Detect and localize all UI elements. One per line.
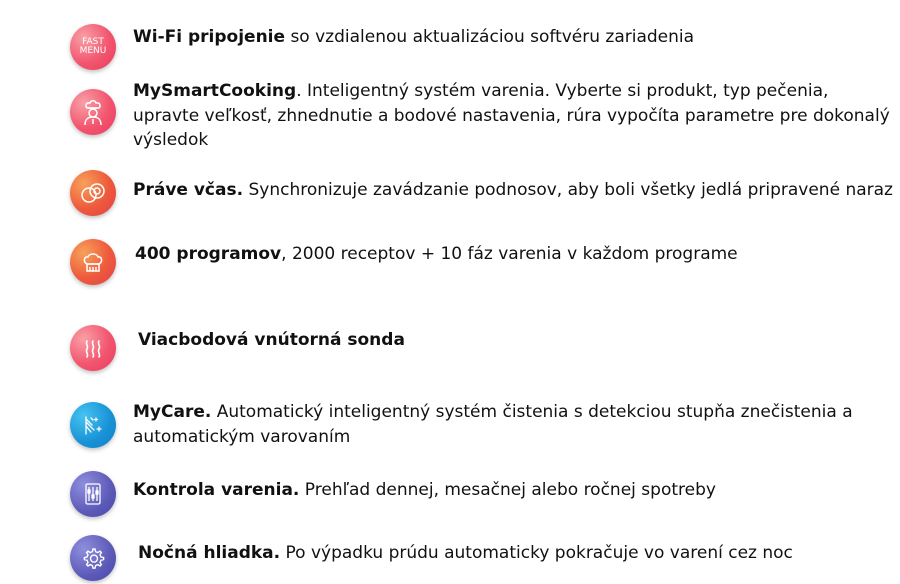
feature-text bbox=[133, 400, 893, 449]
chef-icon bbox=[70, 89, 116, 135]
feature-text bbox=[135, 242, 895, 267]
feature-description: Synchronizuje zavádzanie podnosov, aby boli všetky jedlá pripravené naraz bbox=[243, 180, 893, 200]
gear-icon bbox=[70, 535, 116, 581]
feature-text bbox=[133, 478, 893, 503]
feature-title: MySmartCooking bbox=[133, 81, 297, 101]
feature-description: so vzdialenou aktualizáciou softvéru zariadenia bbox=[285, 27, 695, 47]
feature-description: Automatický inteligentný systém čistenia s detekciou stupňa znečistenia a automatickým varovaním bbox=[133, 402, 853, 447]
feature-description: , 2000 receptov + 10 fáz varenia v každom programe bbox=[281, 244, 738, 264]
feature-text bbox=[133, 25, 893, 50]
feature-description: Prehľad dennej, mesačnej alebo ročnej spotreby bbox=[299, 480, 716, 500]
feature-title: Wi-Fi pripojenie bbox=[133, 27, 286, 47]
fast-menu-icon-text-1: FAST bbox=[82, 37, 104, 47]
fast-menu-icon-text-2: MENU bbox=[79, 46, 107, 56]
feature-description: Po výpadku prúdu automaticky pokračuje vo varení cez noc bbox=[280, 543, 793, 563]
feature-title: 400 programov bbox=[135, 244, 282, 264]
feature-title: Viacbodová vnútorná sonda bbox=[138, 330, 405, 350]
feature-text bbox=[138, 328, 898, 353]
feature-text bbox=[133, 178, 893, 203]
feature-description: . Inteligentný systém varenia. Vyberte si produkt, typ pečenia, upravte veľkosť, zhnednutie a bodové nastavenia, rúra vypočíta parametre pre dokonalý výsledok bbox=[133, 81, 890, 150]
feature-title: Kontrola varenia. bbox=[133, 480, 300, 500]
feature-title: MyCare. bbox=[133, 402, 212, 422]
heat-waves-icon bbox=[70, 325, 116, 371]
chef-hat-icon bbox=[70, 239, 116, 285]
feature-text bbox=[138, 541, 898, 566]
sliders-control-icon bbox=[70, 471, 116, 517]
cleaning-spray-icon bbox=[70, 402, 116, 448]
feature-title: Práve včas. bbox=[133, 180, 244, 200]
fast-menu-icon bbox=[70, 24, 116, 70]
sync-plates-icon bbox=[70, 170, 116, 216]
feature-text bbox=[133, 79, 893, 153]
feature-title: Nočná hliadka. bbox=[138, 543, 281, 563]
